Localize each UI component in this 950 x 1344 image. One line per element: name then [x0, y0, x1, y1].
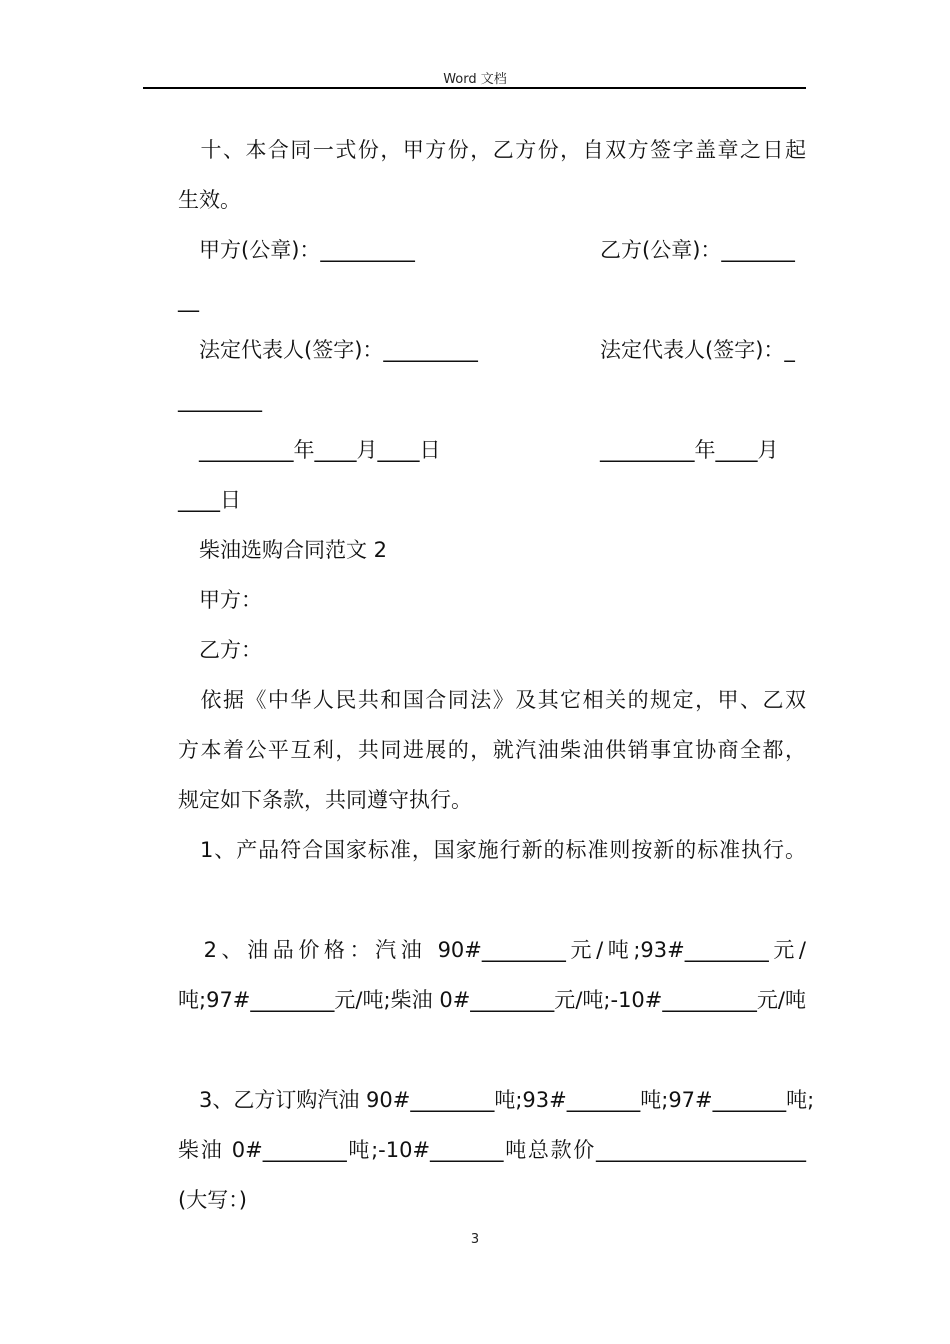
party-b-seal-continued: __ [178, 288, 199, 312]
party-a-date: _________年____月____日 [178, 438, 441, 462]
clause-3-line-2: 柴油 0#________吨;-10#_______吨总款价____________________ [178, 1138, 806, 1162]
party-b-date: _________年____月 [600, 438, 779, 462]
clause-2-line-1: 2、油品价格：汽油 90#________元/吨;93#________元/ [178, 938, 806, 962]
clause-10-line-1: 十、本合同一式份，甲方份，乙方份，自双方签字盖章之日起 [178, 138, 806, 162]
page-number: 3 [470, 1232, 480, 1247]
party-b-representative-continued: ________ [178, 388, 262, 412]
party-b-seal: 乙方(公章)：_______ [600, 238, 795, 262]
clause-10-line-2: 生效。 [178, 188, 241, 212]
party-b-label: 乙方： [178, 638, 262, 662]
preamble-line-2: 方本着公平互利，共同进展的，就汽油柴油供销事宜协商全都， [178, 738, 806, 762]
party-a-representative: 法定代表人(签字)：_________ [178, 338, 478, 362]
party-b-date-continued: ____日 [178, 488, 241, 512]
party-a-label: 甲方： [178, 588, 262, 612]
party-b-representative: 法定代表人(签字)：_ [600, 338, 795, 362]
clause-2-line-2: 吨;97#________元/吨;柴油 0#________元/吨;-10#_________元/吨 [178, 988, 806, 1012]
section-title: 柴油选购合同范文 2 [178, 538, 388, 562]
document-header: Word 文档 [443, 72, 507, 87]
clause-1: 1、产品符合国家标准，国家施行新的标准则按新的标准执行。 [178, 838, 806, 862]
header-divider [143, 87, 806, 89]
preamble-line-3: 规定如下条款，共同遵守执行。 [178, 788, 472, 812]
party-a-seal: 甲方(公章)：_________ [178, 238, 415, 262]
preamble-line-1: 依据《中华人民共和国合同法》及其它相关的规定，甲、乙双 [178, 688, 806, 712]
clause-3-line-1: 3、乙方订购汽油 90#________吨;93#_______吨;97#_______吨; [178, 1088, 815, 1112]
clause-3-line-3: (大写：) [178, 1188, 247, 1212]
